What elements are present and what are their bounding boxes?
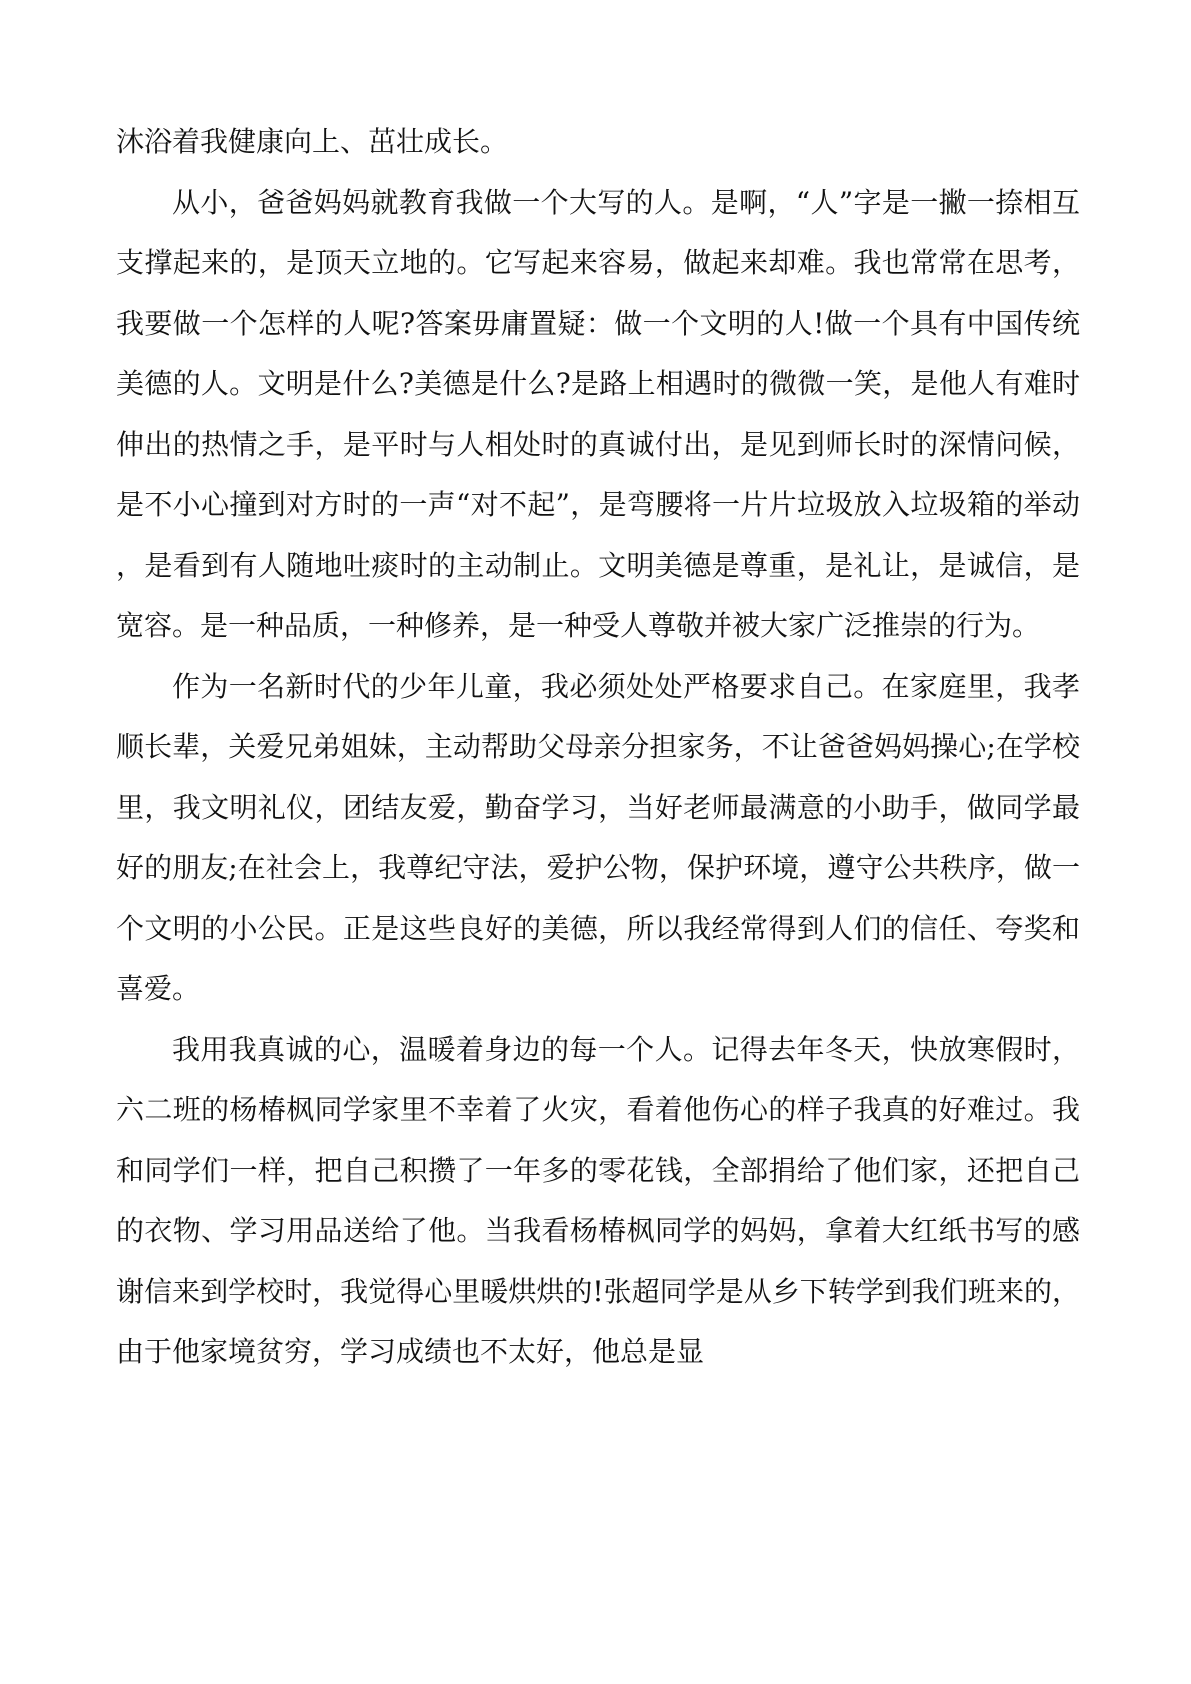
paragraph-4: 我用我真诚的心，温暖着身边的每一个人。记得去年冬天，快放寒假时，六二班的杨椿枫同学家里不幸着了火灾，看着他伤心的样子我真的好难过。我和同学们一样，把自己积攒了一年多的零花钱，全部捐给了他们家，还把自己的衣物、学习用品送给了他。当我看杨椿枫同学的妈妈，拿着大红纸书写的感谢信来到学校时，我觉得心里暖烘烘的!张超同学是从乡下转学到我们班来的，由于他家境贫穷，学习成绩也不太好，他总是显 — [116, 1032, 1080, 1368]
paragraph-2: 从小，爸爸妈妈就教育我做一个大写的人。是啊，“人”字是一撇一捺相互支撑起来的，是顶天立地的。它写起来容易，做起来却难。我也常常在思考，我要做一个怎样的人呢?答案毋庸置疑：做一个文明的人!做一个具有中国传统美德的人。文明是什么?美德是什么?是路上相遇时的微微一笑，是他人有难时伸出的热情之手，是平时与人相处时的真诚付出，是见到师长时的深情问候，是不小心撞到对方时的一声“对不起”，是弯腰将一片片垃圾放入垃圾箱的举动，是看到有人随地吐痰时的主动制止。文明美德是尊重，是礼让，是诚信，是宽容。是一种品质，一种修养，是一种受人尊敬并被大家广泛推崇的行为。 — [116, 185, 1080, 642]
paragraph-3: 作为一名新时代的少年儿童，我必须处处严格要求自己。在家庭里，我孝顺长辈，关爱兄弟姐妹，主动帮助父母亲分担家务，不让爸爸妈妈操心;在学校里，我文明礼仪，团结友爱，勤奋学习，当好老师最满意的小助手，做同学最好的朋友;在社会上，我尊纪守法，爱护公物，保护环境，遵守公共秩序，做一个文明的小公民。正是这些良好的美德，所以我经常得到人们的信任、夸奖和喜爱。 — [116, 669, 1080, 1005]
paragraph-1: 沐浴着我健康向上、茁壮成长。 — [116, 125, 509, 158]
document-page — [116, 112, 1080, 1383]
